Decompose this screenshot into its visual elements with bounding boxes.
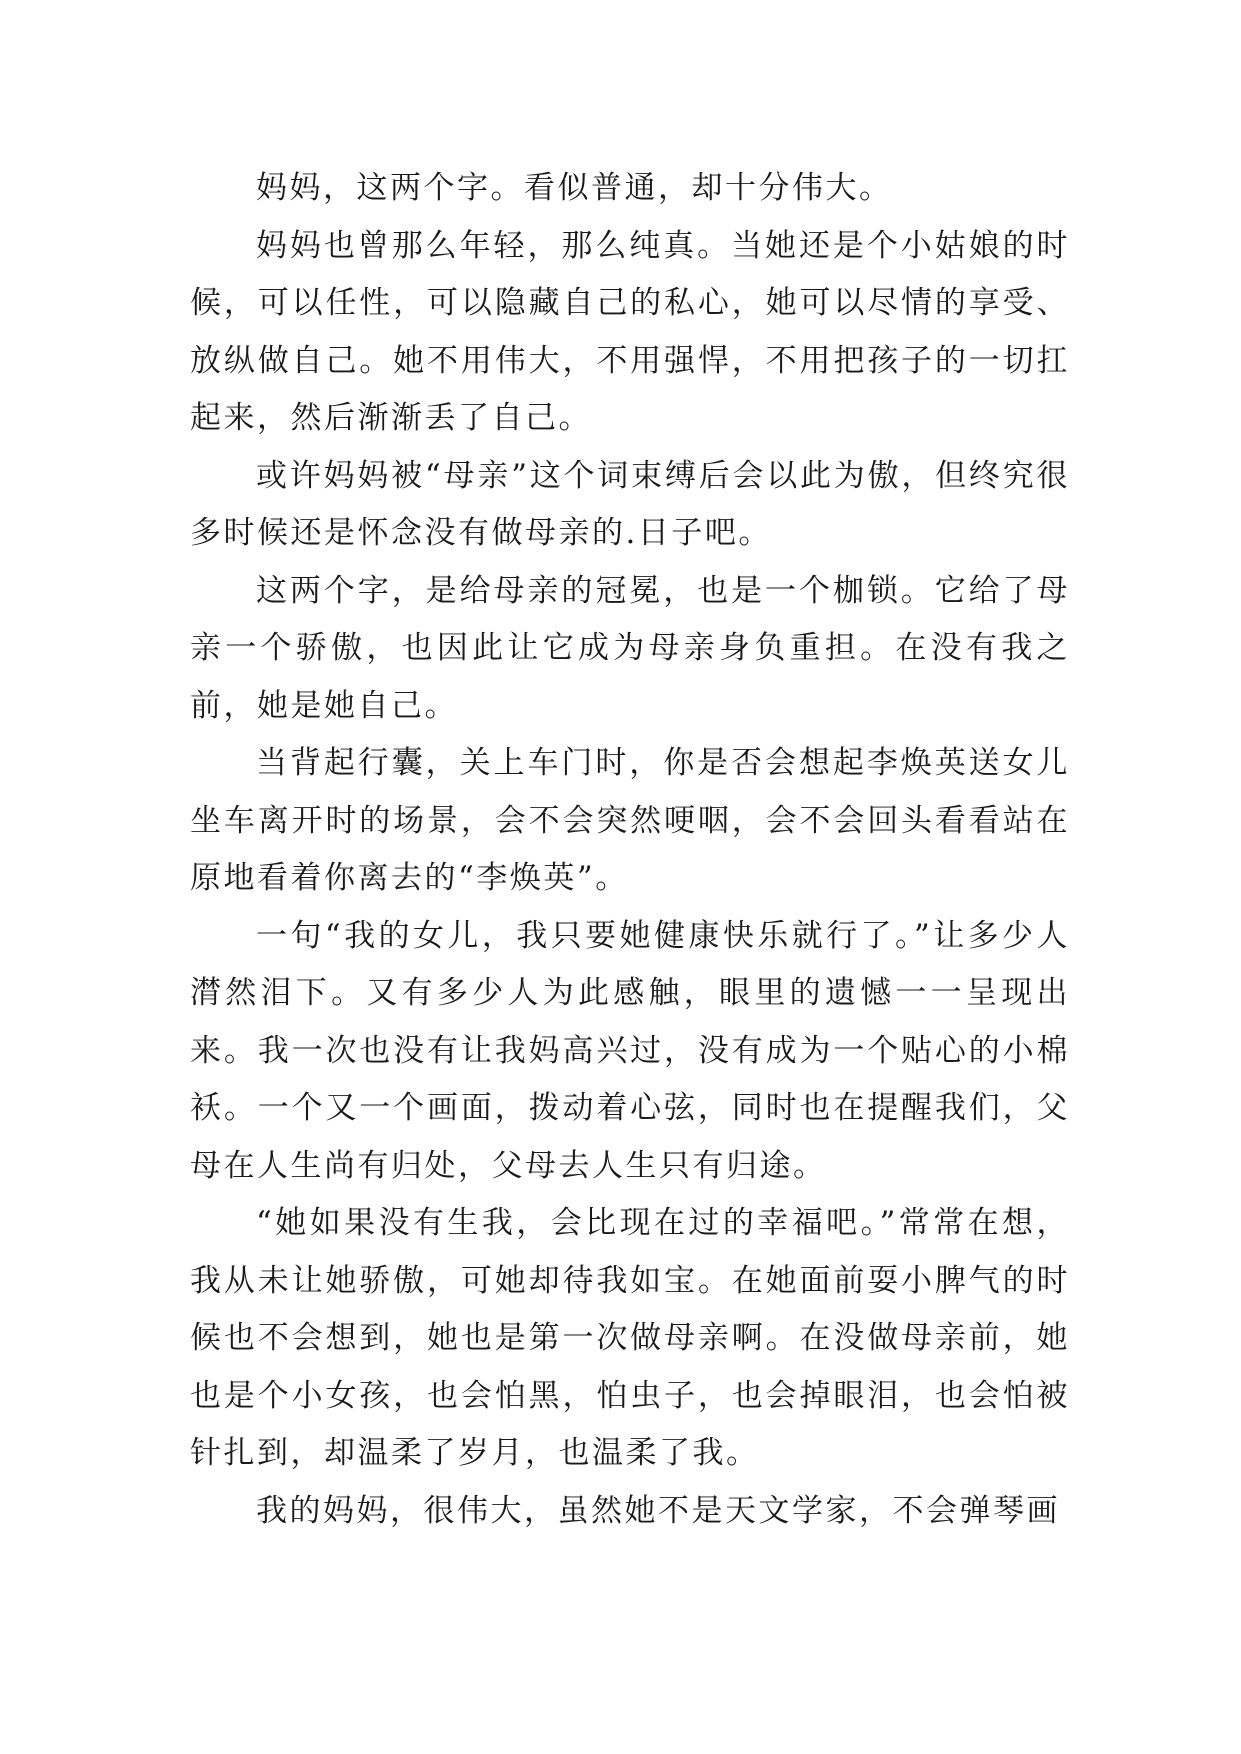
paragraph: 妈妈也曾那么年轻，那么纯真。当她还是个小姑娘的时候，可以任性，可以隐藏自己的私心，她可以尽情的享受、放纵做自己。她不用伟大，不用强悍，不用把孩子的一切扛起来，然后渐渐丢了自己。 bbox=[190, 227, 1070, 436]
paragraph: 一句“我的女儿，我只要她健康快乐就行了。”让多少人潸然泪下。又有多少人为此感触，眼里的遗憾一一呈现出来。我一次也没有让我妈高兴过，没有成为一个贴心的小棉袄。一个又一个画面，拨动着心弦，同时也在提醒我们，父母在人生尚有归处，父母去人生只有归途。 bbox=[190, 917, 1070, 1184]
paragraph: “她如果没有生我，会比现在过的幸福吧。”常常在想，我从未让她骄傲，可她却待我如宝。在她面前耍小脾气的时候也不会想到，她也是第一次做母亲啊。在没做母亲前，她也是个小女孩，也会怕黑，怕虫子，也会掉眼泪，也会怕被针扎到，却温柔了岁月，也温柔了我。 bbox=[190, 1205, 1070, 1471]
paragraph: 当背起行囊，关上车门时，你是否会想起李焕英送女儿坐车离开时的场景，会不会突然哽咽，会不会回头看看站在原地看着你离去的“李焕英”。 bbox=[190, 745, 1070, 896]
paragraph: 或许妈妈被“母亲”这个词束缚后会以此为傲，但终究很多时候还是怀念没有做母亲的.日子吧。 bbox=[190, 457, 1070, 551]
paragraph: 我的妈妈，很伟大，虽然她不是天文学家，不会弹琴画 bbox=[256, 1492, 1060, 1529]
article-body bbox=[190, 160, 1070, 1540]
paragraph: 这两个字，是给母亲的冠冕，也是一个枷锁。它给了母亲一个骄傲，也因此让它成为母亲身负重担。在没有我之前，她是她自己。 bbox=[190, 572, 1070, 724]
paragraph: 妈妈，这两个字。看似普通，却十分伟大。 bbox=[256, 170, 893, 206]
